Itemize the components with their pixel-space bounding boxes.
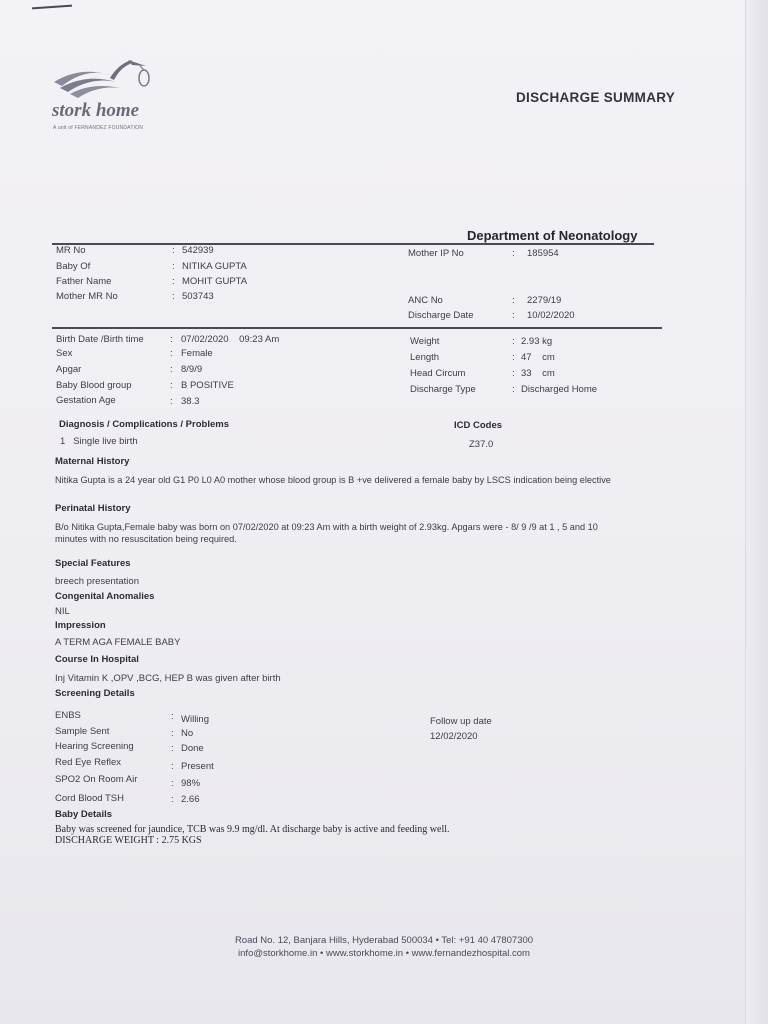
field-label: Cord Blood TSH — [55, 793, 124, 804]
field-label: Weight — [410, 336, 440, 347]
baby-details-line: DISCHARGE WEIGHT : 2.75 KGS — [55, 835, 202, 846]
field-separator: : — [512, 352, 515, 363]
field-separator: : — [171, 728, 174, 739]
field-value: MOHIT GUPTA — [182, 276, 248, 287]
field-separator: : — [512, 336, 515, 347]
field-separator: : — [172, 291, 175, 302]
field-separator: : — [170, 348, 173, 359]
footer-address: Road No. 12, Banjara Hills, Hyderabad 500034 • Tel: +91 40 47807300 — [234, 935, 534, 946]
screening-heading: Screening Details — [55, 688, 135, 699]
field-separator: : — [171, 761, 174, 772]
field-label: Baby Of — [56, 261, 91, 272]
field-separator: : — [172, 245, 175, 256]
field-separator: : — [512, 384, 515, 395]
field-separator: : — [512, 248, 515, 259]
field-value: 33 cm — [521, 368, 555, 379]
field-value: Female — [181, 348, 213, 359]
icd-code: Z37.0 — [469, 439, 494, 450]
field-label: Mother IP No — [408, 248, 464, 259]
perinatal-history-line: B/o Nitika Gupta,Female baby was born on 07/02/2020 at 09:23 Am with a birth weight of 2.93kg. Apgars were - 8/ 9 /9 at 1 , 5 and 10 — [55, 522, 598, 532]
field-label: Mother MR No — [56, 291, 118, 302]
field-label: Father Name — [56, 276, 112, 287]
field-value: Willing — [181, 714, 209, 725]
field-label: Hearing Screening — [55, 741, 134, 752]
field-value: 07/02/2020 09:23 Am — [181, 334, 280, 345]
field-value: 10/02/2020 — [527, 310, 575, 321]
field-value: 2.93 kg — [521, 336, 553, 347]
diagnosis-item: 1 Single live birth — [60, 436, 138, 447]
perinatal-history-line: minutes with no resuscitation being required. — [55, 534, 237, 544]
field-separator: : — [170, 334, 173, 345]
field-label: MR No — [56, 245, 86, 256]
pen-mark — [32, 5, 72, 10]
field-label: Red Eye Reflex — [55, 757, 122, 768]
field-label: Discharge Type — [410, 384, 476, 395]
field-value: 47 cm — [521, 352, 555, 363]
field-label: Birth Date /Birth time — [56, 334, 144, 345]
course-text: Inj Vitamin K ,OPV ,BCG, HEP B was given after birth — [55, 673, 281, 684]
field-value: 542939 — [182, 245, 214, 256]
department-title: Department of Neonatology — [467, 228, 638, 243]
field-value: 503743 — [182, 291, 214, 302]
field-separator: : — [172, 261, 175, 272]
field-value: B POSITIVE — [181, 380, 234, 391]
page-edge — [745, 0, 768, 1024]
field-value: 2.66 — [181, 794, 200, 805]
field-value: Done — [181, 743, 204, 754]
congenital-anomalies-heading: Congenital Anomalies — [55, 591, 155, 602]
baby-details-heading: Baby Details — [55, 809, 113, 820]
maternal-history-heading: Maternal History — [55, 456, 130, 467]
field-separator: : — [171, 711, 174, 722]
impression-text: A TERM AGA FEMALE BABY — [55, 637, 181, 648]
diagnosis-heading: Diagnosis / Complications / Problems — [59, 419, 229, 430]
logo-tagline: A unit of FERNANDEZ FOUNDATION — [53, 125, 144, 131]
field-separator: : — [512, 310, 515, 321]
field-label: Sex — [56, 348, 73, 359]
field-label: Sample Sent — [55, 726, 110, 737]
perinatal-history-heading: Perinatal History — [55, 503, 131, 514]
congenital-anomalies-text: NIL — [55, 606, 70, 617]
icd-codes-heading: ICD Codes — [454, 420, 503, 431]
special-features-heading: Special Features — [55, 558, 131, 569]
stork-logo-icon — [50, 56, 158, 100]
special-features-text: breech presentation — [55, 576, 139, 587]
maternal-history-text: Nitika Gupta is a 24 year old G1 P0 L0 A0 mother whose blood group is B +ve delivered a female baby by LSCS indication being elective — [55, 475, 611, 485]
field-label: Apgar — [56, 364, 82, 375]
field-value: 38.3 — [181, 396, 200, 407]
field-value: 98% — [181, 778, 201, 789]
baby-details-line: Baby was screened for jaundice, TCB was 9.9 mg/dl. At discharge baby is active and feeding well. — [55, 824, 450, 835]
field-separator: : — [171, 794, 174, 805]
impression-heading: Impression — [55, 620, 106, 631]
field-label: Gestation Age — [56, 395, 116, 406]
field-value: NITIKA GUPTA — [182, 261, 247, 272]
field-value: 8/9/9 — [181, 364, 203, 375]
field-label: ENBS — [55, 710, 81, 721]
field-label: SPO2 On Room Air — [55, 774, 138, 785]
field-label: ANC No — [408, 295, 443, 306]
field-separator: : — [172, 276, 175, 287]
field-label: Discharge Date — [408, 310, 474, 321]
document-title: DISCHARGE SUMMARY — [516, 90, 676, 105]
follow-up-date: 12/02/2020 — [430, 731, 478, 742]
field-separator: : — [171, 743, 174, 754]
field-value: No — [181, 728, 194, 739]
field-label: Length — [410, 352, 440, 363]
field-label: Baby Blood group — [56, 380, 132, 391]
field-separator: : — [170, 396, 173, 407]
field-separator: : — [512, 368, 515, 379]
header-divider — [52, 243, 654, 245]
field-label: Head Circum — [410, 368, 466, 379]
field-value: 185954 — [527, 248, 559, 259]
follow-up-label: Follow up date — [430, 716, 492, 727]
course-heading: Course In Hospital — [55, 654, 139, 665]
logo-name: stork home — [52, 100, 140, 121]
footer-contact: info@storkhome.in • www.storkhome.in • www.fernandezhospital.com — [238, 948, 530, 959]
field-separator: : — [512, 295, 515, 306]
section-divider — [52, 327, 662, 329]
field-separator: : — [170, 364, 173, 375]
field-value: Discharged Home — [521, 384, 598, 395]
field-value: Present — [181, 761, 214, 772]
field-separator: : — [170, 380, 173, 391]
field-separator: : — [171, 778, 174, 789]
field-value: 2279/19 — [527, 295, 562, 306]
